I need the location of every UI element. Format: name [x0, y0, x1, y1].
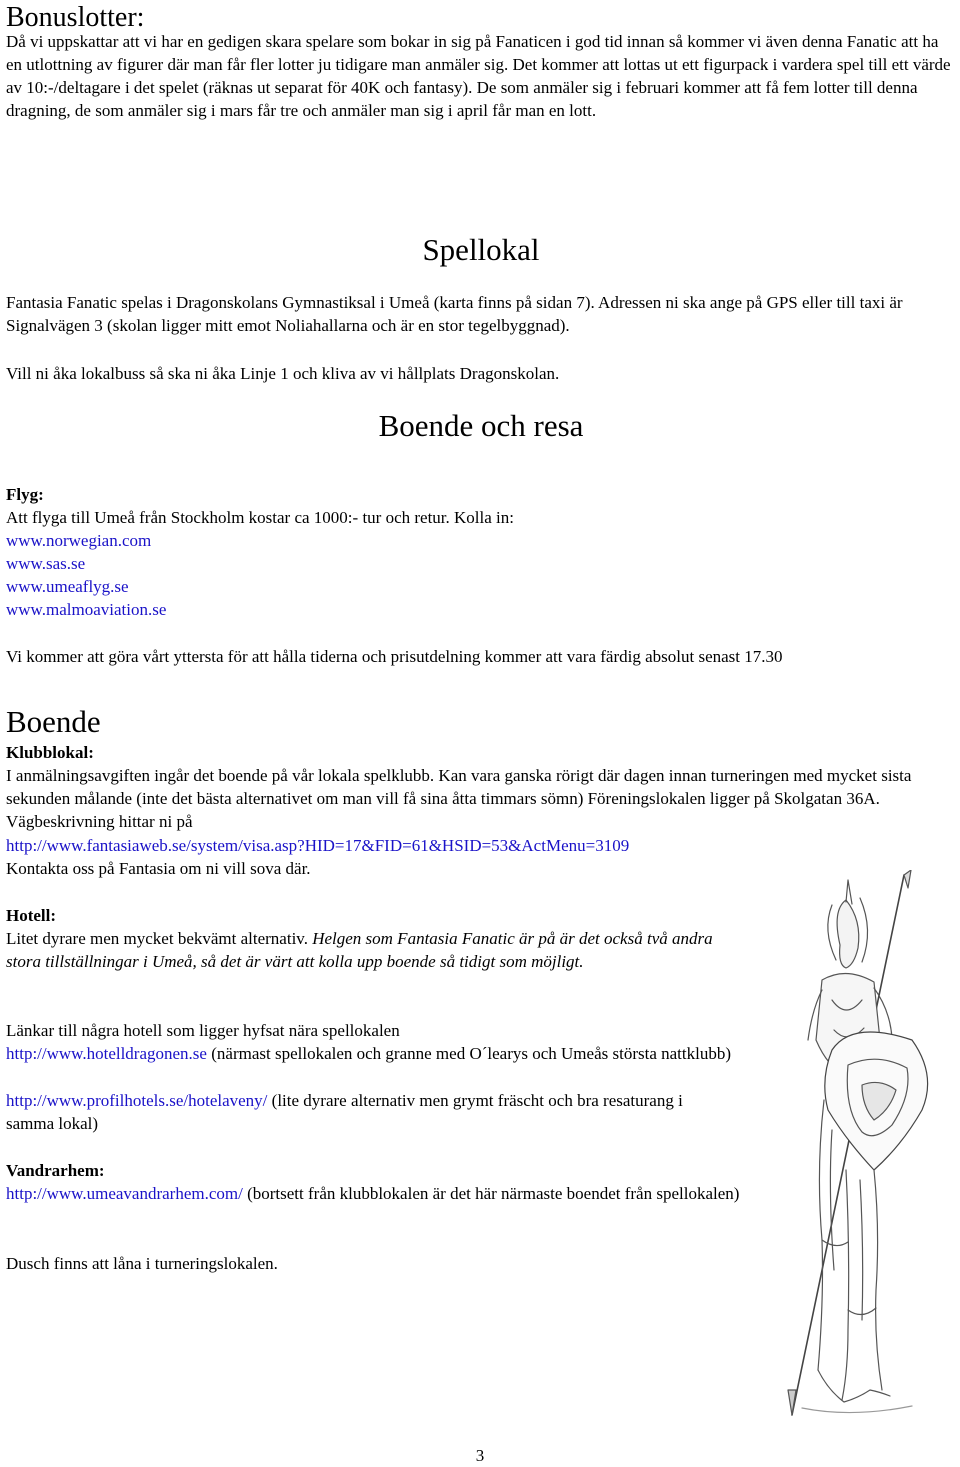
link-norwegian[interactable]: www.norwegian.com	[6, 531, 152, 550]
bonus-text: Då vi uppskattar att vi har en gedigen skara spelare som bokar in sig på Fanaticen i god tid innan så kommer vi även denna Fanatic att ha en utlottning av figurer där man får fler lotter ju tidigare man anmäler sig. Det kommer att lottas ut ett figurpack i vardera spel till ett värde av 10:-/deltagare i det spelet (räknas ut separat för 40K och fantasy). De som anmäler sig i februari kommer att få fem lotter till denna dragning, de som anmäler sig i mars får tre och anmäler man sig i april får man en lott.	[6, 32, 951, 120]
boende-heading: Boende	[6, 704, 101, 739]
link-sas[interactable]: www.sas.se	[6, 554, 86, 573]
link-malmoaviation[interactable]: www.malmoaviation.se	[6, 600, 167, 619]
bonus-heading: Bonuslotter:	[6, 2, 145, 33]
tider-text: Vi kommer att göra vårt yttersta för att hålla tiderna och prisutdelning kommer att vara färdig absolut senast 17.30	[6, 647, 783, 666]
resa-heading: Boende och resa	[378, 408, 584, 443]
link-umeaflyg[interactable]: www.umeaflyg.se	[6, 577, 129, 596]
link-fantasiaweb[interactable]: http://www.fantasiaweb.se/system/visa.asp?HID=17&FID=61&HSID=53&ActMenu=3109	[6, 836, 630, 855]
page-number: 3	[475, 1446, 485, 1465]
hotel2-desc: (lite dyrare alternativ men grymt fräscht och bra resaturang i samma lokal)	[6, 1091, 683, 1133]
spellokal-p1: Fantasia Fanatic spelas i Dragonskolans Gymnastiksal i Umeå (karta finns på sidan 7). Adressen ni ska ange på GPS eller till taxi är Signalvägen 3 (skolan ligger mitt emot Noliahallarna och är en stor tegelbyggnad).	[6, 293, 903, 335]
hotel2-para	[6, 1089, 721, 1135]
warrior-illustration	[762, 870, 952, 1430]
hotell-text: Litet dyrare men mycket bekvämt alternativ.	[6, 929, 308, 948]
lankar-intro: Länkar till några hotell som ligger hyfsat nära spellokalen	[6, 1021, 400, 1040]
hotel1-para	[6, 1042, 736, 1065]
link-umeavandrarhem[interactable]: http://www.umeavandrarhem.com/	[6, 1184, 243, 1203]
klubb-text: I anmälningsavgiften ingår det boende på vår lokala spelklubb. Kan vara ganska rörigt där dagen innan turneringen med mycket sista sekunden målande (inte det bästa alternativet om man vill få sina åtta timmars sömn) Föreningslokalen ligger på Skolgatan 36A. Vägbeskrivning hittar ni på	[6, 766, 912, 831]
flyg-label: Flyg:	[6, 485, 44, 504]
klubb-label: Klubblokal:	[6, 743, 94, 762]
vandrar-desc: (bortsett från klubblokalen är det här närmaste boendet från spellokalen)	[242, 1184, 740, 1203]
hotell-para	[6, 927, 731, 973]
vandrar-para	[6, 1182, 751, 1205]
flyg-text: Att flyga till Umeå från Stockholm kostar ca 1000:- tur och retur. Kolla in:	[6, 508, 514, 527]
hotell-label: Hotell:	[6, 906, 57, 925]
vandrar-label: Vandrarhem:	[6, 1161, 105, 1180]
link-profilhotels[interactable]: http://www.profilhotels.se/hotelaveny/	[6, 1091, 268, 1110]
hotel1-desc: (närmast spellokalen och granne med O´learys och Umeås största nattklubb)	[206, 1044, 731, 1063]
spellokal-p2: Vill ni åka lokalbuss så ska ni åka Linje 1 och kliva av vi hållplats Dragonskolan.	[6, 364, 560, 383]
link-hotelldragonen[interactable]: http://www.hotelldragonen.se	[6, 1044, 207, 1063]
dusch-text: Dusch finns att låna i turneringslokalen.	[6, 1254, 278, 1273]
klubb-contact: Kontakta oss på Fantasia om ni vill sova där.	[6, 859, 311, 878]
spellokal-heading: Spellokal	[422, 232, 540, 267]
hotell-italic: Helgen som Fantasia Fanatic är på är det också två andra stora tillställningar i Umeå, så det är värt att kolla upp boende så tidigt som möjligt.	[6, 929, 713, 971]
